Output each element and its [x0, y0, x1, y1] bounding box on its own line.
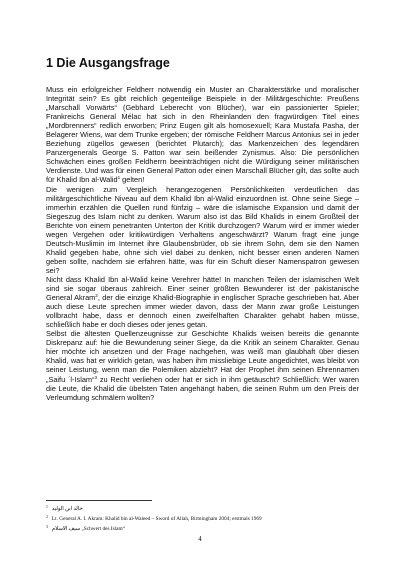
- footnote-ref-2[interactable]: 2: [95, 293, 98, 299]
- footnote-3: $^3$ سيف الاسلام „Schwert des Islam“: [46, 525, 125, 533]
- body-text: [46, 85, 359, 402]
- footnote-1: $^1$ خالد ابن الوليد: [46, 505, 83, 512]
- footnote-1-text: خالد ابن الوليد: [51, 506, 83, 512]
- footnote-2: $^2$ Lt. General A. I. Akram: Khalid bin al-Waleed – Sword of Allah, Birmingham 2004; erstmals 1969: [46, 515, 262, 523]
- paragraph-1: Muss ein erfolgreicher Feldherr notwendig ein Muster an Charakterstärke und moralischer Integrität sein? Es gibt reichlich gegenteilige Beispiele in der Militärgeschichte: Preußens „Marschall Vorwärts“ (Gebhard Leberecht von Blücher), war ein passionierter Spieler; Frankreichs General Mélac hat sich in den Rheinlanden den fragwürdigen Titel eines „Mordbrenners“ redlich erworben; Prinz Eugen gilt als homosexuell; Kara Mustafa Pasha, der Belagerer Wiens, war dem Trunke ergeben; der römische Feldherr Marcus Antonius sei in jeder Beziehung zügellos gewesen (berichtet Plutarch); das Markenzeichen des legendären Panzergenerals George S. Patton war sein beißender Zynismus. Also: Die persönlichen Schwächen eines großen Feldherrn beeinträchtigen nicht die Würdigung seiner militärischen Verdienste. Und was für einen General Patton oder einen Marschall Blücher gilt, das sollte auch für Khalid Ibn al-Walid$^1$ gelten!: [46, 85, 359, 185]
- paragraph-2: Die wenigen zum Vergleich herangezogenen Persönlichkeiten verdeutlichen das militärgeschichtliche Niveau auf dem Khalid Ibn al-Walid einzuordnen ist. Ohne seine Siege – immerhin erzählen die Quellen rund fünfzig – wäre die islamische Expansion und damit der Siegeszug des Islam nicht zu denken. Warum also ist das Bild Khalids in einem Großteil der Berichte von einem penetranten Unterton der Kritik durchzogen? Warum wird er immer wieder wegen Vergehen oder kritikwürdigen Verhaltens angeschwärzt? Warum fragt eine junge Deutsch-Muslimin im Internet ihre Glaubensbrüder, ob sie ihrem Sohn, dem sie den Namen Khalid gegeben habe, ohne sich viel dabei zu denken, nicht besser einen anderen Namen geben sollte, nachdem sie erfahren hätte, was für ein Schuft dieser Namenspatron gewesen sei?: [46, 184, 359, 275]
- footnote-ref-3[interactable]: 3: [94, 374, 98, 380]
- footnote-3-text: سيف الاسلام „Schwert des Islam“: [51, 526, 125, 533]
- footnote-ref-1[interactable]: 1: [117, 175, 121, 181]
- section-heading: 1 Die Ausgangsfrage: [46, 56, 170, 70]
- paragraph-4: Selbst die ältesten Quellenzeugnisse zur Geschichte Khalids weisen bereits die genannte Diskrepanz auf: hie die Bewunderung seiner Siege, da die Kritik an seinem Charakter. Genau hier möchte ich ansetzen und der Frage nachgehen, was weiß man glaubhaft über diesen Khalid, was hat er wirklich getan, was haben ihm missliebige Leute angedichtet, was bleibt von seiner Leistung, wenn man die Polemiken abzieht? Hat der Prophet ihm seinen Ehrennamen „Saifu ´l-Islam“$^3$ zu Recht verliehen oder hat er sich in ihm getäuscht? Schließlich: Wer waren die Leute, die Khalid die übelsten Taten angehängt haben, die seinen Ruhm um den Preis der Verleumdung schmälern wollten?: [46, 329, 359, 402]
- page-number: 4: [198, 535, 202, 543]
- footnotes: [46, 503, 366, 534]
- paragraph-3: Nicht dass Khalid Ibn al-Walid keine Verehrer hätte! In manchen Teilen der islamischen Welt sind sie sogar überaus zahlreich. Einer seiner größten Bewunderer ist der pakistanische General Akram$^2$, der die einzige Khalid-Biographie in englischer Sprache geschrieben hat. Aber auch diese Leute sprechen immer wieder davon, dass der Mann zwar große Leistungen vollbracht habe, dass er dennoch einen zweifelhaften Charakter gehabt haben müsse, schließlich habe er doch dieses oder jenes getan.: [46, 274, 359, 330]
- footnote-divider: [46, 500, 152, 501]
- footnote-2-text: Lt. General A. I. Akram: Khalid bin al-Waleed – Sword of Allah, Birmingham 2004; erstmals 1969: [51, 516, 262, 523]
